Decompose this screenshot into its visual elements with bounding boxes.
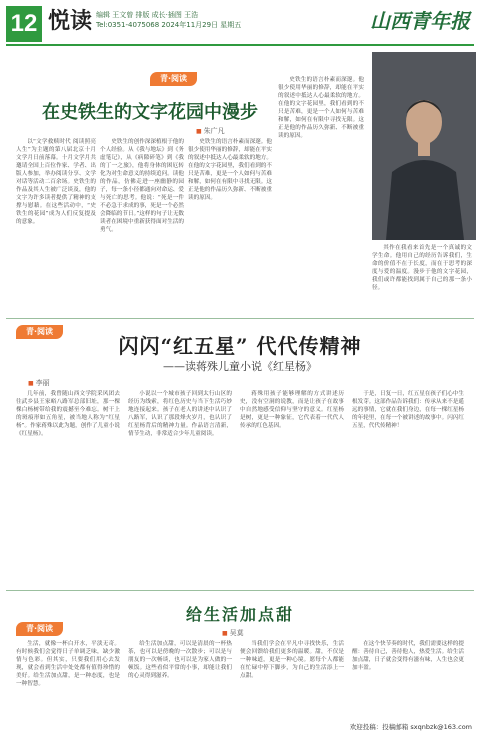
article1-author: ■ 朱广凡 (196, 126, 225, 136)
article2-col2: 小说以一个城市孩子回到太行山区的经历为线索，将红色历史与当下生活巧妙地连接起来。孩子在老人的讲述中认识了八路军，认识了那段烽火岁月，也认识了红星杨背后的精神力量。作品语言清新，情节生动，非常适合少年儿童阅读。 (128, 391, 232, 437)
header-info-line1: 编辑 王文曾 排版 成长·插图 王浩 (96, 11, 199, 19)
article1-col2: 史铁生的创作深深植根于他的个人经验。从《我与地坛》到《务虚笔记》，从《病隙碎笔》到《我的丁一之旅》，他将身体的困厄转化为对生命意义的持续追问。读他的作品，仿佛走进一座幽静的园子，每一条小径都通向对命运、爱与死亡的思考。他说：“死是一件不必急于求成的事，死是一个必然会降临的节日。”这样的句子让无数读者在困境中重新获得面对生活的勇气。 (100, 139, 184, 233)
article2-tag: 青·阅读 (16, 325, 63, 339)
author-portrait-photo (372, 52, 476, 240)
column-name: 悦读 (48, 8, 93, 34)
article3-col2: 给生活加点甜，可以是清晨的一杯热茶，也可以是傍晚的一次散步；可以是与朋友的一次畅谈，也可以是为家人做的一顿饭。这些看似平常的小事，却能让我们的心灵得到滋养。 (128, 641, 232, 679)
article2-col4: 于是，日复一日，红五星在孩子们心中生根发芽。这部作品告诉我们：传承从来不是遥远的事情，它就在我们身边，在每一棵红星杨的年轮里，在每一个被讲述的故事中。闪闪红五星，代代传精神！ (352, 391, 464, 429)
article1-col-right: 史铁生的语言朴素而深邃。他很少使用华丽的修辞，却能在平实的叙述中抵达人心最柔软的地方。在他的文字花园里，我们看到的不只是苦难，更是一个人如何与苦难和解，如何在有限中寻找无限。这正是他的作品历久弥新、不断被重读的原因。 (278, 77, 364, 139)
section-divider-1 (6, 318, 474, 319)
article2-col3: 蒋殊用孩子能够理解的方式讲述历史，没有空洞的说教，而是让孩子在故事中自然地感受信仰与坚守的意义。红星杨是树，更是一种象征，它代表着一代代人传承的红色基因。 (240, 391, 344, 429)
article3-tag: 青·阅读 (16, 622, 63, 636)
article1-tag: 青·阅读 (150, 72, 197, 86)
header-info (96, 10, 241, 30)
article1-col1: 以“文学救赎时代 阅读照亮人生”为主题的第八届北京十月文学月日前落幕。十月文学月共邀请全国上百位作家、学者、出版人参加，举办阅读分享、文学对话等活动二百余场。史铁生的作品及其人生被广泛谈及，他的文字为许多读者提供了精神的支撑与慰藉。在这些活动中，“史铁生的花园”成为人们反复提及的意象。 (16, 139, 96, 225)
article3-title: 给生活加点甜 (185, 605, 294, 624)
article3-col1: 生活，就像一杯白开水，平淡无奇。有时候我们会觉得日子单调乏味，缺少激情与色彩。但其实，只要我们用心去发现，就会看到生活中处处都有值得珍惜的美好。给生活加点甜，是一种态度，也是一种智慧。 (16, 641, 120, 687)
article2-title: 闪闪“红五星” 代代传精神 (118, 334, 362, 358)
article3-col3: 当我们学会在平凡中寻找快乐，生活便会回馈给我们更多的温暖。甜，不仅是一种味道，更是一种心境。愿每个人都能在忙碌中停下脚步，为自己的生活添上一点甜。 (240, 641, 344, 679)
page-number: 12 (6, 6, 42, 42)
article2-subtitle: ——读蒋殊儿童小说《红星杨》 (163, 360, 317, 373)
header-info-line2: Tel:0351-4075068 2024年11月29日 星期五 (96, 21, 242, 29)
article1-col4: 其作在我看来首先是一个真诚的文学生命。他用自己的经历告诉我们，生命的价值不在于长度，而在于思考的深度与爱的温度。漫步于他的文字花园，我们或许都能找到属于自己的那一条小径。 (372, 245, 472, 291)
article3-col4: 在这个快节奏的时代，我们需要这样的提醒：善待自己，善待他人，热爱生活。给生活加点甜，日子就会变得有滋有味，人生也会更加丰盈。 (352, 641, 464, 671)
portrait-illustration (372, 52, 476, 240)
footer-submission-email: 欢迎投稿：投稿邮箱 sxqnbzk@163.com (349, 723, 472, 731)
article2-author: ■ 李丽 (28, 378, 50, 388)
newspaper-name: 山西青年报 (370, 9, 470, 33)
page-header (0, 0, 480, 48)
article1-title: 在史铁生的文字花园中漫步 (42, 102, 258, 123)
header-rule (6, 44, 474, 46)
article3-author: ■ 吴莫 (222, 628, 244, 638)
section-divider-2 (6, 590, 474, 591)
article2-col1: 几年前，我曾随山西文学院采风团去往武乡县王家峪八路军总部旧址，那一棵棵白杨树带给我的震撼至今难忘。树干上的斑痕形如五角星，被当地人称为“红星杨”。作家蒋殊以此为题，创作了儿童小说《红星杨》。 (16, 391, 120, 437)
article1-col3: 史铁生的语言朴素而深邃。他很少使用华丽的修辞，却能在平实的叙述中抵达人心最柔软的地方。在他的文字花园里，我们看到的不只是苦难，更是一个人如何与苦难和解，如何在有限中寻找无限。这正是他的作品历久弥新、不断被重读的原因。 (188, 139, 272, 201)
